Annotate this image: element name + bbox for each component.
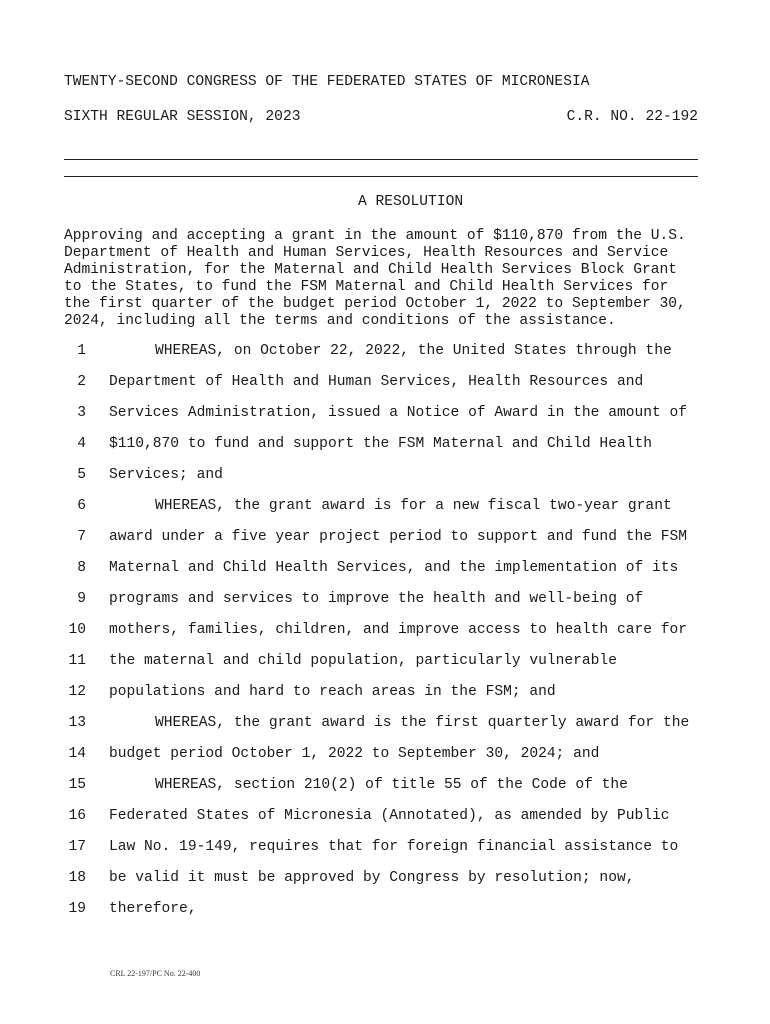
line-text: programs and services to improve the health and well-being of (109, 591, 644, 607)
body-line (0, 899, 770, 930)
line-text: mothers, families, children, and improve access to health care for (109, 622, 688, 638)
line-text: the maternal and child population, particularly vulnerable (109, 653, 617, 669)
title-line: the first quarter of the budget period October 1, 2022 to September 30, (64, 296, 686, 313)
body-line (0, 868, 770, 899)
line-number: 13 (68, 715, 86, 731)
line-text: Federated States of Micronesia (Annotated), as amended by Public (109, 808, 670, 824)
line-number: 14 (68, 746, 86, 762)
line-number: 19 (68, 901, 86, 917)
line-number: 10 (68, 622, 86, 638)
line-number: 1 (77, 343, 86, 359)
body-line (0, 744, 770, 775)
title-line: Approving and accepting a grant in the amount of $110,870 from the U.S. (64, 228, 686, 244)
body-line (0, 682, 770, 713)
line-text: WHEREAS, on October 22, 2022, the United States through the (155, 343, 672, 359)
line-number: 18 (68, 870, 86, 886)
line-number: 8 (77, 560, 86, 576)
body-line (0, 372, 770, 403)
body-line (0, 496, 770, 527)
resolution-title (64, 228, 712, 331)
body-line (0, 527, 770, 558)
line-text: Law No. 19-149, requires that for foreign financial assistance to (109, 839, 679, 855)
title-line: Department of Health and Human Services, Health Resources and Service (64, 245, 669, 262)
line-number: 5 (77, 467, 86, 483)
resolution-body (0, 341, 770, 930)
line-text: Services; and (109, 467, 223, 483)
session-heading: SIXTH REGULAR SESSION, 2023 (64, 109, 301, 125)
congress-heading: TWENTY-SECOND CONGRESS OF THE FEDERATED STATES OF MICRONESIA (64, 74, 590, 90)
line-number: 2 (77, 374, 86, 390)
line-text: Department of Health and Human Services, Health Resources and (109, 374, 644, 390)
line-text: be valid it must be approved by Congress by resolution; now, (109, 870, 635, 886)
resolution-number: C.R. NO. 22-192 (566, 109, 698, 125)
body-line (0, 403, 770, 434)
line-text: award under a five year project period to support and fund the FSM (109, 529, 688, 545)
title-line: 2024, including all the terms and conditions of the assistance. (64, 313, 616, 330)
line-text: WHEREAS, the grant award is for a new fiscal two-year grant (155, 498, 672, 514)
body-line (0, 713, 770, 744)
line-text: budget period October 1, 2022 to September 30, 2024; and (109, 746, 600, 762)
line-text: WHEREAS, the grant award is the first quarterly award for the (155, 715, 690, 731)
body-line (0, 341, 770, 372)
body-line (0, 651, 770, 682)
line-text: WHEREAS, section 210(2) of title 55 of the Code of the (155, 777, 628, 793)
title-line: Administration, for the Maternal and Child Health Services Block Grant (64, 262, 678, 279)
header-divider-bottom (64, 176, 698, 177)
line-number: 9 (77, 591, 86, 607)
title-line: to the States, to fund the FSM Maternal and Child Health Services for (64, 279, 669, 296)
body-line (0, 465, 770, 496)
body-line (0, 558, 770, 589)
header-divider-top (64, 159, 698, 160)
line-text: populations and hard to reach areas in the FSM; and (109, 684, 556, 700)
document-footer: CRL 22-197/PC No. 22-400 (110, 969, 201, 978)
line-number: 15 (68, 777, 86, 793)
body-line (0, 620, 770, 651)
line-number: 17 (68, 839, 86, 855)
line-number: 16 (68, 808, 86, 824)
line-text: therefore, (109, 901, 197, 917)
line-number: 3 (77, 405, 86, 421)
line-number: 11 (68, 653, 86, 669)
line-number: 12 (68, 684, 86, 700)
body-line (0, 589, 770, 620)
body-line (0, 434, 770, 465)
line-text: Maternal and Child Health Services, and the implementation of its (109, 560, 679, 576)
line-text: $110,870 to fund and support the FSM Maternal and Child Health (109, 436, 652, 452)
line-number: 4 (77, 436, 86, 452)
line-number: 7 (77, 529, 86, 545)
body-line (0, 775, 770, 806)
body-line (0, 837, 770, 868)
line-text: Services Administration, issued a Notice of Award in the amount of (109, 405, 688, 421)
body-line (0, 806, 770, 837)
resolution-heading: A RESOLUTION (358, 194, 464, 210)
line-number: 6 (77, 498, 86, 514)
